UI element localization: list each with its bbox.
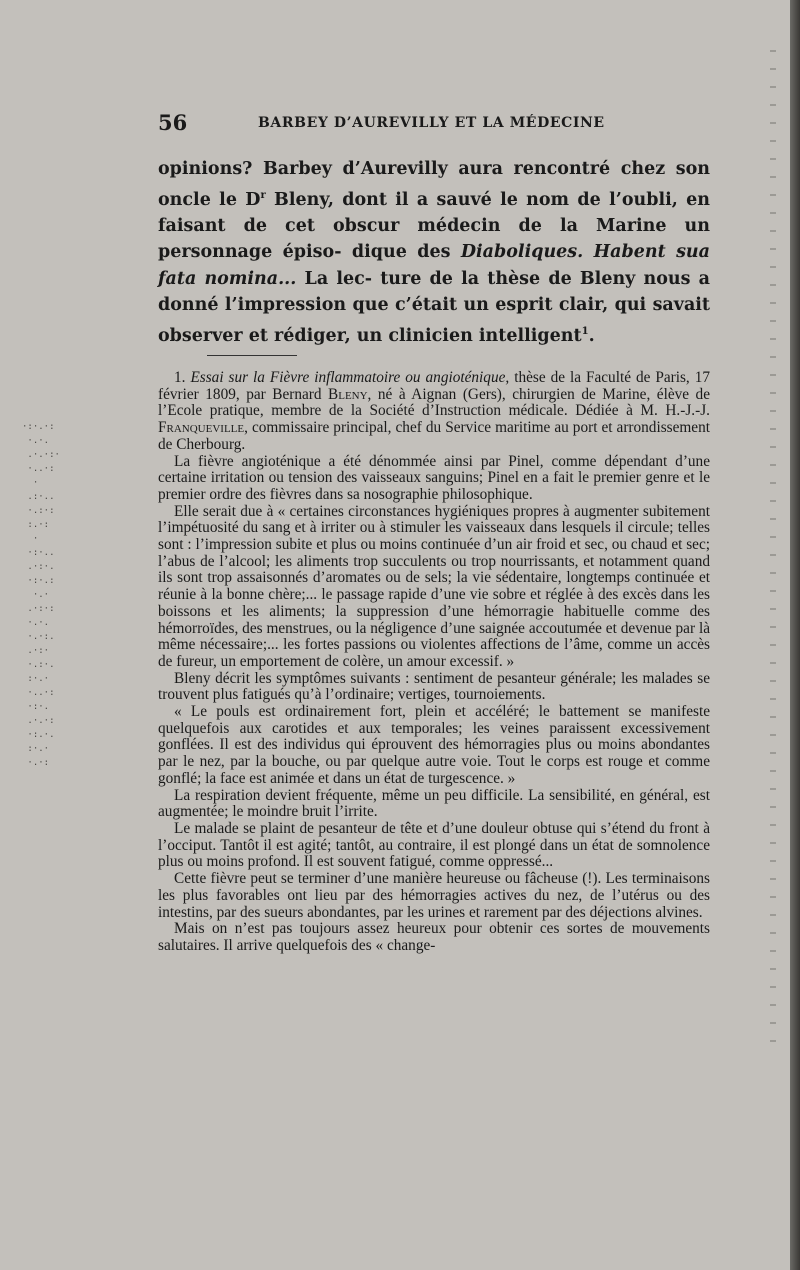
main-paragraph (158, 156, 710, 349)
footnote-paragraph: « Le pouls est ordinairement fort, plein et accéléré; le battement se manifeste quelquefois aux carotides et aux temporales; les veines paraissent excessivement gonflées. Il est des individus qui éprouvent des hémorragies plus ou moins abondantes par le nez, par la bouche, ou par quelque autre voie. Tout le corps est rouge et comme gonflé; la face est animée et dans un état de turgescence. » (158, 703, 710, 787)
author-name: Bleny (328, 385, 368, 403)
text-line: le D (219, 189, 261, 210)
footnote-marker: 1 (581, 325, 589, 337)
footnote-paragraph (158, 370, 710, 454)
footnote-paragraph: La respiration devient fréquente, même un peu difficile. La sensibilité, en général, est augmentée; le moindre bruit l’irrite. (158, 786, 710, 821)
running-title: BARBEY D’AUREVILLY ET LA MÉDECINE (258, 115, 605, 131)
book-spine-edge (790, 0, 800, 1270)
footnote-paragraph: Elle serait due à « certaines circonstances hygiéniques propres à augmenter subitement l’impétuosité du sang et à irriter ou à stimuler les vaisseaux dans lesquels il circule; telles sont : l’impression subite et plus ou moins continuée d’un air froid et sec, ou chaud et sec; l’abus de l’alcool; les aliments trop succulents ou trop nourrissants, et notamment quand ils sont trop assaisonnés d’aromates ou de sels; la vie sédentaire, longtemps continuée et réunie à la bonne chère;... le passage rapide d’une vie sobre et réglée à des excès dans les boissons et les aliments; la suppression d’une hémorragie habituelle comme des hémorroïdes, des menstrues, ou la négligence d’une saignée accoutumée et devenue par là même nécessaire;... les fortes passions ou violentes affections de l’âme, comme un accès de fureur, un emportement de colère, un amour excessif. » (158, 502, 710, 670)
page-header (158, 110, 710, 134)
footnote-paragraph: Mais on n’est pas toujours assez heureux pour obtenir ces sortes de mouvements salutaires. Il arrive quelquefois des « change- (158, 920, 710, 954)
superscript: r (260, 189, 266, 201)
italic-title: Diaboliques. Habent sua fata nomina... (158, 242, 710, 289)
text-line: c’était un esprit clair, qui savait observer et rédiger, un (158, 295, 711, 346)
text-line: ture de la thèse de Bleny nous a donné l’impression que (158, 268, 710, 316)
text-line: de cet obscur médecin de la Marine un personnage épiso- (158, 215, 710, 263)
bleed-through-marks: ·:·.·: ·.·. .·.·:· ·..·: · .:·.. ·.:·: :.·: · ·:·.. .·:·. ·:·.: ·.· .·:·: ·.·. ·.·:. .·:· ·.:·. :·.· ·..·: ·:·. .·.·: ·:.·. :·.· ·.·: (22, 422, 60, 768)
text-line: La lec- (296, 268, 373, 289)
footnote-title: Essai sur la Fièvre inflammatoire ou angioténique, (190, 369, 510, 386)
paragraph (158, 156, 710, 349)
text-line: opinions? Barbey d’Aurevilly aura rencontré chez son oncle (158, 159, 710, 210)
footnote-divider (207, 355, 297, 356)
footnote-number: 1. (174, 369, 191, 386)
text-line: . (588, 325, 595, 346)
footnote-text: thèse de la Faculté de Paris, 17 février 1809, par Bernard (158, 369, 711, 403)
text-line: Bleny, dont il a sauvé le nom de l’oubli, en faisant (158, 189, 711, 236)
page-number: 56 (158, 110, 188, 135)
footnote-block (158, 370, 710, 955)
footnote-paragraph: Cette fièvre peut se terminer d’une manière heureuse ou fâcheuse (!). Les terminaisons les plus favorables ont lieu par des hémorragies actives du nez, de l’utérus ou des intestins, par des sueurs abondantes, par les urines et rarement par des déjections alvines. (158, 870, 710, 921)
text-line: dique des (351, 242, 461, 263)
footnote-text: , né à Aignan (Gers), chirurgien de Marine, élève de l’Ecole pratique, membre de la Société d’Instruction médicale. Dédiée à M. H.-J.-J. (158, 385, 710, 420)
footnote-paragraph: La fièvre angioténique a été dénommée ainsi par Pinel, comme dépendant d’une certaine irritation ou tension des vaisseaux sanguins; Pinel en a fait le premier genre et le premier ordre des fièvres dans sa nosographie philosophique. (158, 452, 710, 503)
page-edge-shadow (770, 50, 776, 1050)
dedicatee-name: Franqueville (158, 419, 245, 437)
footnote-text: , commissaire principal, chef du Service maritime au port et arrondissement de Cherbourg. (158, 419, 710, 453)
footnote-paragraph: Le malade se plaint de pesanteur de tête et d’une douleur obtuse qui s’étend du front à l’occiput. Tantôt il est agité; tantôt, au contraire, il est plongé dans un état de somnolence plus ou moins profond. Il est souvent fatigué, comme oppressé... (158, 819, 710, 871)
footnote-paragraph: Bleny décrit les symptômes suivants : sentiment de pesanteur générale; les malades se trouvent plus fatigués qu’à l’ordinaire; vertiges, tournoiements. (158, 669, 710, 704)
text-line: clinicien intelligent (388, 325, 582, 346)
